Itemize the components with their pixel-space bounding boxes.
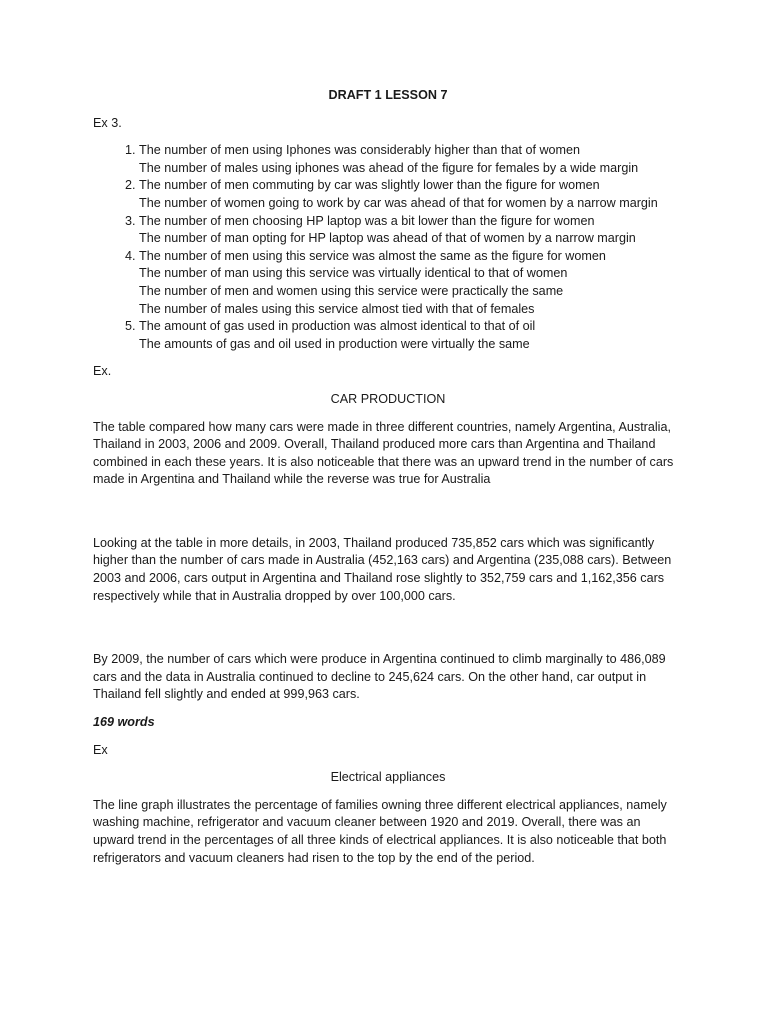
list-item-line: 2. The number of men commuting by car was slightly lower than the figure for women — [139, 178, 600, 193]
document-title: DRAFT 1 LESSON 7 — [328, 88, 448, 102]
electrical-appliances-title: Electrical appliances — [330, 770, 446, 785]
list-item-line: The number of men and women using this service were practically the same — [139, 283, 564, 298]
list-item-line: 3. The number of men choosing HP laptop was a bit lower than the figure for women — [139, 213, 595, 228]
ex3-list — [93, 142, 683, 353]
list-item-line: The number of males using this service almost tied with that of females — [139, 301, 535, 316]
list-item-line: The number of man opting for HP laptop was ahead of that of women by a narrow margin — [139, 231, 636, 246]
list-item — [139, 248, 683, 318]
list-item — [139, 177, 683, 212]
ex3-label: Ex 3. — [93, 115, 122, 130]
document-body — [93, 87, 683, 877]
spacer — [93, 499, 683, 535]
car-paragraph-2: Looking at the table in more details, in 2003, Thailand produced 735,852 cars which was significantly higher than the number of cars made in Australia (452,163 cars) and Argentina (235,088 cars). Between 2003 and 2006, cars output in Argentina and Thailand rose slightly to 352,759 cars and 1,162,356 cars respectively while that in Australia dropped by over 100,000 cars. — [93, 535, 672, 603]
list-item-line: The number of women going to work by car was ahead of that for women by a narrow margin — [139, 195, 658, 210]
list-item — [139, 213, 683, 248]
list-item-line: 5. The amount of gas used in production was almost identical to that of oil — [139, 319, 536, 334]
list-item-line: The number of man using this service was virtually identical to that of women — [139, 266, 568, 281]
list-item — [139, 142, 683, 177]
electrical-paragraph-1: The line graph illustrates the percentage of families owning three different electrical appliances, namely washing machine, refrigerator and vacuum cleaner between 1920 and 2019. Overall, there was an upward trend in the percentages of all three kinds of electrical appliances. It is also noticeable that both refrigerators and vacuum cleaners had risen to the top by the end of the period. — [93, 797, 667, 865]
word-count: 169 words — [93, 715, 155, 730]
list-item-line: The amounts of gas and oil used in production were virtually the same — [139, 336, 530, 351]
ex-label: Ex. — [93, 364, 112, 379]
car-paragraph-3: By 2009, the number of cars which were produce in Argentina continued to climb marginally to 486,089 cars and the data in Australia continued to decline to 245,624 cars. On the other hand, car output in Thailand fell slightly and ended at 999,963 cars. — [93, 652, 666, 702]
car-paragraph-1: The table compared how many cars were made in three different countries, namely Argentina, Australia, Thailand in 2003, 2006 and 2009. Overall, Thailand produced more cars than Argentina and Thailand combined in each these years. It is also noticeable that there was an upward trend in the number of cars made in Argentina and Thailand while the reverse was true for Australia — [93, 419, 674, 487]
list-item — [139, 318, 683, 353]
list-item-line: The number of males using iphones was ahead of the figure for females by a wide margin — [139, 160, 639, 175]
list-item-line: 1. The number of men using Iphones was considerably higher than that of women — [139, 143, 581, 158]
ex-label: Ex — [93, 742, 108, 757]
spacer — [93, 615, 683, 651]
car-production-title: CAR PRODUCTION — [330, 391, 446, 406]
list-item-line: 4. The number of men using this service was almost the same as the figure for women — [139, 248, 606, 263]
